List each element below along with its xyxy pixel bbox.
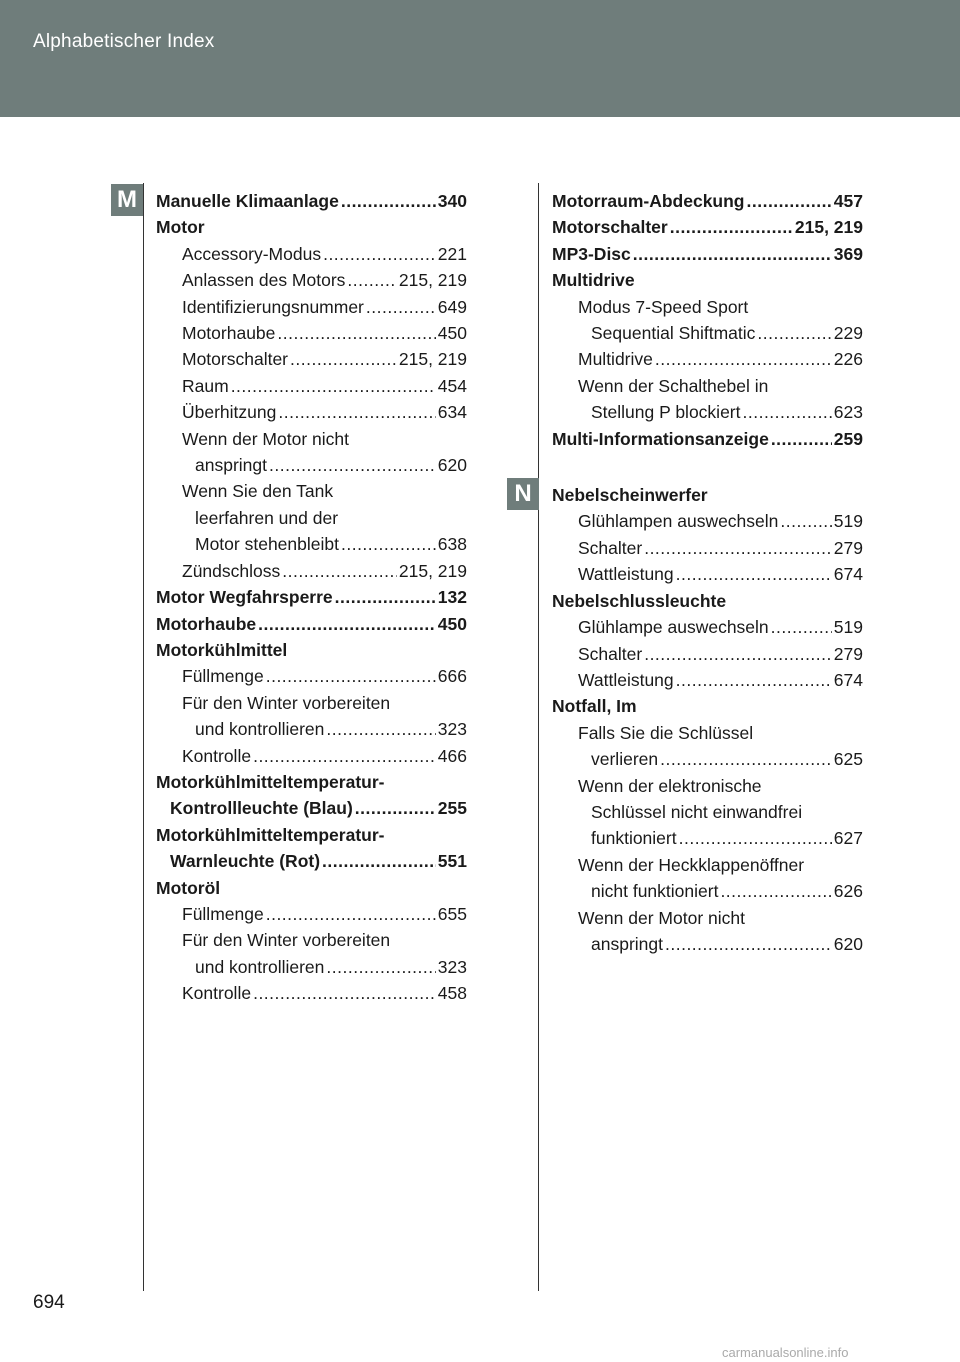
index-entry-page[interactable]: 215, 219: [398, 270, 467, 291]
index-entry-page[interactable]: 226: [833, 349, 863, 370]
index-entry-label: Motor: [156, 217, 205, 238]
index-entry[interactable]: [552, 614, 863, 640]
index-entry-label: Manuelle Klimaanlage: [156, 191, 339, 211]
index-entry[interactable]: [552, 667, 863, 693]
index-entry-label: und kontrollieren: [195, 719, 325, 740]
dot-leader: [326, 954, 435, 980]
index-entry-page[interactable]: 450: [437, 323, 467, 344]
index-entry-label: Motoröl: [156, 877, 221, 898]
index-entry-label: Schalter: [578, 643, 643, 664]
index-entry: [156, 875, 467, 901]
index-entry-page[interactable]: 255: [437, 798, 467, 819]
index-entry-page[interactable]: 340: [437, 191, 467, 211]
index-entry-label: Identifizierungsnummer: [182, 296, 364, 317]
index-entry-label: Wattleistung: [578, 564, 674, 585]
dot-leader: [670, 214, 793, 240]
dot-leader: [341, 188, 436, 214]
index-entry: [156, 769, 467, 795]
watermark: carmanualsonline.info: [722, 1345, 849, 1360]
dot-leader: [341, 531, 436, 557]
index-entry: [156, 426, 467, 452]
index-entry[interactable]: [552, 931, 863, 957]
page-number: 694: [33, 1292, 65, 1313]
index-entry-label: Multidrive: [552, 270, 635, 291]
index-entry: [552, 693, 863, 719]
dot-leader: [747, 188, 832, 214]
index-entry-page[interactable]: 519: [833, 511, 863, 532]
index-entry: [552, 905, 863, 931]
index-entry-label: Zündschloss: [182, 560, 281, 581]
index-entry: [156, 927, 467, 953]
index-entry[interactable]: [552, 320, 863, 346]
index-entry[interactable]: [156, 663, 467, 689]
index-entry-page[interactable]: 457: [833, 191, 863, 211]
index-entry-page[interactable]: 634: [437, 402, 467, 423]
index-entry-label: Wenn Sie den Tank: [182, 481, 334, 502]
index-entry-page[interactable]: 215, 219: [398, 349, 467, 370]
dot-leader: [231, 373, 436, 399]
dot-leader: [644, 641, 832, 667]
dot-leader: [335, 584, 436, 610]
index-entry-page[interactable]: 323: [437, 719, 467, 740]
index-entry-label: Für den Winter vorbereiten: [182, 692, 391, 713]
index-entry-page[interactable]: 215, 219: [398, 560, 467, 581]
index-entry[interactable]: [156, 954, 467, 980]
index-entry[interactable]: [156, 611, 467, 637]
index-entry-label: Multi-Informationsanzeige: [552, 428, 769, 449]
index-entry: [156, 214, 467, 240]
index-entry[interactable]: [552, 188, 863, 214]
index-entry-label: Motorkühlmittel: [156, 639, 288, 660]
index-column-right: [552, 188, 863, 957]
dot-leader: [266, 901, 436, 927]
dot-leader: [665, 931, 832, 957]
index-entry[interactable]: [156, 743, 467, 769]
column-divider-left: [143, 183, 144, 1291]
index-entry-page[interactable]: 674: [833, 564, 863, 585]
header-title: Alphabetischer Index: [33, 31, 215, 52]
index-entry[interactable]: [156, 795, 467, 821]
index-entry-page[interactable]: 221: [437, 243, 467, 264]
index-entry-label: Für den Winter vorbereiten: [182, 930, 391, 951]
index-entry-label: Warnleuchte (Rot): [170, 851, 321, 872]
index-entry-page[interactable]: 132: [437, 587, 467, 608]
dot-leader: [679, 825, 832, 851]
dot-leader: [253, 743, 436, 769]
index-entry-page[interactable]: 466: [437, 745, 467, 766]
dot-leader: [347, 267, 396, 293]
index-entry: [156, 478, 467, 504]
dot-leader: [277, 320, 435, 346]
dot-leader: [720, 878, 831, 904]
dot-leader: [771, 426, 832, 452]
dot-leader: [633, 241, 832, 267]
index-entry[interactable]: [156, 294, 467, 320]
dot-leader: [644, 535, 832, 561]
page-header: [0, 0, 960, 117]
index-entry[interactable]: [156, 558, 467, 584]
index-entry-page[interactable]: 229: [833, 323, 863, 344]
index-entry[interactable]: [156, 188, 467, 214]
index-entry[interactable]: [552, 346, 863, 372]
index-entry-label: Stellung P blockiert: [591, 402, 741, 423]
index-entry[interactable]: [156, 346, 467, 372]
index-entry: [552, 294, 863, 320]
index-entry: [552, 373, 863, 399]
index-entry-page[interactable]: 627: [833, 828, 863, 849]
dot-leader: [322, 848, 436, 874]
index-entry-label: Füllmenge: [182, 903, 264, 924]
index-entry[interactable]: [156, 267, 467, 293]
index-entry-label: Wenn der elektronische: [578, 775, 762, 796]
index-entry-label: Motorschalter: [182, 349, 289, 370]
index-entry-page[interactable]: 215, 219: [794, 217, 863, 238]
index-entry-label: Modus 7-Speed Sport: [578, 296, 749, 317]
index-entry[interactable]: [552, 426, 863, 452]
index-entry[interactable]: [156, 320, 467, 346]
index-entry-label: Motorkühlmitteltemperatur-: [156, 771, 385, 792]
index-entry[interactable]: [156, 452, 467, 478]
index-entry[interactable]: [552, 508, 863, 534]
index-entry[interactable]: [156, 241, 467, 267]
index-entry-label: Motorraum-Abdeckung: [552, 191, 745, 211]
index-entry-label: Nebelschlussleuchte: [552, 590, 727, 611]
dot-leader: [366, 294, 436, 320]
index-entry-label: Raum: [182, 375, 229, 396]
index-entry-page[interactable]: 458: [437, 983, 467, 1004]
index-entry-label: Falls Sie die Schlüssel: [578, 722, 754, 743]
index-entry-label: MP3-Disc: [552, 243, 631, 264]
dot-leader: [676, 667, 832, 693]
index-entry: [156, 637, 467, 663]
index-entry-page[interactable]: 626: [833, 881, 863, 902]
index-entry[interactable]: [156, 531, 467, 557]
index-entry-page[interactable]: 369: [833, 243, 863, 264]
index-entry[interactable]: [156, 901, 467, 927]
index-entry-label: Glühlampen auswechseln: [578, 511, 779, 532]
index-entry[interactable]: [552, 641, 863, 667]
index-entry-label: verlieren: [591, 749, 659, 770]
index-entry[interactable]: [552, 561, 863, 587]
index-entry: [552, 799, 863, 825]
index-entry-label: Wattleistung: [578, 669, 674, 690]
index-section-n: [552, 482, 863, 957]
dot-leader: [290, 346, 397, 372]
index-entry-page[interactable]: 674: [833, 669, 863, 690]
index-entry-page[interactable]: 323: [437, 956, 467, 977]
index-entry-label: anspringt: [195, 455, 267, 476]
dot-leader: [326, 716, 435, 742]
index-entry[interactable]: [156, 584, 467, 610]
dot-leader: [757, 320, 831, 346]
letter-tab-m[interactable]: M: [111, 184, 143, 216]
dot-leader: [780, 508, 831, 534]
index-entry[interactable]: [552, 399, 863, 425]
index-entry-page[interactable]: 620: [833, 933, 863, 954]
index-entry-page[interactable]: 620: [437, 455, 467, 476]
index-entry-label: und kontrollieren: [195, 956, 325, 977]
dot-leader: [655, 346, 832, 372]
index-entry[interactable]: [156, 399, 467, 425]
index-entry-label: leerfahren und der: [195, 507, 339, 528]
index-entry[interactable]: [156, 848, 467, 874]
index-entry-label: Multidrive: [578, 349, 653, 370]
index-entry-label: Kontrollleuchte (Blau): [170, 798, 353, 819]
index-entry-label: funktioniert: [591, 828, 677, 849]
index-entry-label: Nebelscheinwerfer: [552, 485, 708, 506]
index-entry[interactable]: [156, 716, 467, 742]
index-entry-label: Glühlampe auswechseln: [578, 617, 769, 638]
index-entry: [552, 852, 863, 878]
index-entry: [156, 505, 467, 531]
index-entry-label: Motorschalter: [552, 217, 668, 238]
index-entry-label: Überhitzung: [182, 402, 277, 423]
index-entry: [552, 482, 863, 508]
index-entry-label: Motorhaube: [182, 323, 276, 344]
index-entry-page[interactable]: 450: [437, 613, 467, 634]
index-entry[interactable]: [156, 373, 467, 399]
index-entry-label: Notfall, Im: [552, 696, 637, 717]
index-entry: [156, 690, 467, 716]
index-entry: [552, 720, 863, 746]
dot-leader: [269, 452, 436, 478]
index-entry-label: Kontrolle: [182, 983, 252, 1004]
index-column-left: [156, 188, 467, 1007]
index-entry[interactable]: [552, 878, 863, 904]
dot-leader: [282, 558, 397, 584]
index-entry-label: Schlüssel nicht einwandfrei: [591, 801, 803, 822]
index-entry: [552, 267, 863, 293]
index-entry-label: Wenn der Heckklappenöffner: [578, 854, 805, 875]
index-entry-label: Motorhaube: [156, 613, 257, 634]
index-entry-page[interactable]: 655: [437, 903, 467, 924]
index-entry-page[interactable]: 279: [833, 643, 863, 664]
dot-leader: [743, 399, 832, 425]
index-entry[interactable]: [552, 746, 863, 772]
letter-tab-n[interactable]: N: [507, 478, 539, 510]
index-entry-page[interactable]: 454: [437, 375, 467, 396]
index-entry-label: anspringt: [591, 933, 663, 954]
index-entry-label: nicht funktioniert: [591, 881, 719, 902]
dot-leader: [676, 561, 832, 587]
index-entry[interactable]: [552, 241, 863, 267]
index-entry-page[interactable]: 623: [833, 402, 863, 423]
section-spacer: [552, 452, 863, 482]
index-entry-page[interactable]: 551: [437, 851, 467, 872]
index-entry: [552, 773, 863, 799]
index-entry[interactable]: [552, 825, 863, 851]
dot-leader: [660, 746, 832, 772]
index-entry[interactable]: [552, 214, 863, 240]
index-entry-label: Motorkühlmitteltemperatur-: [156, 824, 385, 845]
index-entry[interactable]: [552, 535, 863, 561]
dot-leader: [323, 241, 436, 267]
dot-leader: [253, 980, 436, 1006]
index-entry-page[interactable]: 519: [833, 617, 863, 638]
index-entry-page[interactable]: 666: [437, 666, 467, 687]
index-entry-page[interactable]: 649: [437, 296, 467, 317]
index-entry: [156, 822, 467, 848]
index-entry-label: Anlassen des Motors: [182, 270, 346, 291]
index-entry-label: Sequential Shiftmatic: [591, 323, 756, 344]
dot-leader: [258, 611, 436, 637]
dot-leader: [355, 795, 436, 821]
index-entry-page[interactable]: 625: [833, 749, 863, 770]
index-entry-label: Schalter: [578, 537, 643, 558]
index-entry-page[interactable]: 279: [833, 537, 863, 558]
index-entry: [552, 588, 863, 614]
column-divider-right: [538, 183, 539, 1291]
index-entry-label: Motor stehenbleibt: [195, 534, 339, 555]
dot-leader: [278, 399, 435, 425]
index-entry-label: Accessory-Modus: [182, 243, 322, 264]
index-section-m: [552, 188, 863, 452]
index-entry[interactable]: [156, 980, 467, 1006]
index-entry-page[interactable]: 638: [437, 534, 467, 555]
index-entry-label: Wenn der Schalthebel in: [578, 375, 769, 396]
index-entry-label: Wenn der Motor nicht: [578, 907, 745, 928]
index-entry-label: Kontrolle: [182, 745, 252, 766]
index-entry-page[interactable]: 259: [833, 428, 863, 449]
index-entry-label: Motor Wegfahrsperre: [156, 587, 333, 608]
index-entry-label: Wenn der Motor nicht: [182, 428, 349, 449]
dot-leader: [266, 663, 436, 689]
dot-leader: [771, 614, 832, 640]
index-entry-label: Füllmenge: [182, 666, 264, 687]
